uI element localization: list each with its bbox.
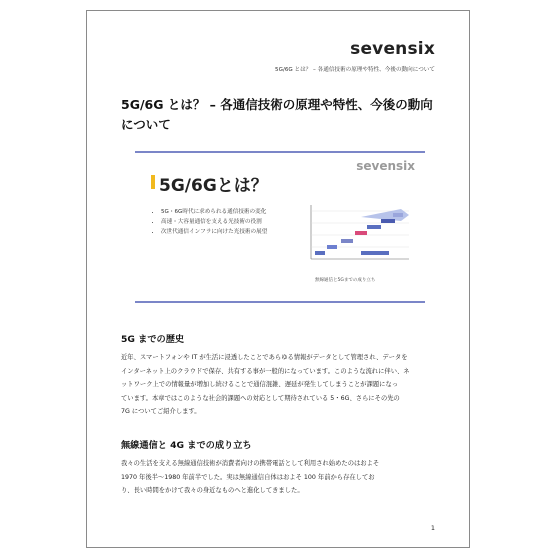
paragraph-line: インターネット上のクラウドで保存、共有する事が一般的になっています。このような流れに伴い、ネ [121, 367, 410, 375]
page-number: 1 [430, 524, 435, 532]
paragraph-line: 我々の生活を支える無線通信技術が消費者向けの携帯電話として利用され始めたのはおよそ [121, 460, 380, 467]
brand-logo: sevensix [350, 39, 435, 59]
diagram-caption: 無線通信と5Gまでの成り立ち [315, 278, 376, 283]
section-heading: 5G までの歴史 [121, 334, 185, 345]
cover-logo: sevensix [356, 159, 415, 173]
cover-bullets [149, 207, 267, 237]
section-heading: 無線通信と 4G までの成り立ち [121, 440, 252, 451]
paragraph-line: 7G についてご紹介します。 [121, 408, 201, 415]
section-paragraph [121, 457, 439, 498]
evolution-diagram [301, 199, 413, 271]
title-marker-icon [151, 175, 155, 189]
section-paragraph [121, 351, 439, 419]
paragraph-line: 近年、スマートフォンや IT が生活に浸透したことであらゆる情報がデータとして管理され、データを [121, 354, 408, 361]
document-page [86, 10, 470, 548]
paragraph-line: 1970 年後半～1980 年前半でした。実は無線通信自体はおよそ 100 年前から存在してお [121, 473, 375, 481]
cover-top-rule [135, 151, 425, 153]
document-title: 5G/6G とは？ – 各通信技術の原理や特性、今後の動向について [121, 97, 433, 132]
cover-bullet: • 5G・6G時代に求められる通信技術の変化 [161, 207, 267, 217]
paragraph-line: り、長い時間をかけて我々の身近なものへと進化してきました。 [121, 487, 304, 494]
paragraph-line: ットワーク上での情報量が増加し続けることで通信混雑、遅延が発生してしまうことが課題になっ [121, 381, 399, 388]
paragraph-line: ています。本章ではこのような社会的課題への対応として期待されている 5・6G、さらにその先の [121, 394, 400, 402]
running-header: 5G/6G とは？ – 各通信技術の原理や特性、今後の動向について [275, 67, 435, 73]
cover-title: 5G/6Gとは？ [159, 176, 268, 196]
cover-bullet: • 次世代通信インフラに向けた光技術の展望 [161, 227, 267, 237]
cover-image [135, 141, 425, 307]
cover-bullet: • 高速・大容量通信を支える光技術の役割 [161, 217, 267, 227]
cover-bottom-rule [135, 301, 425, 303]
